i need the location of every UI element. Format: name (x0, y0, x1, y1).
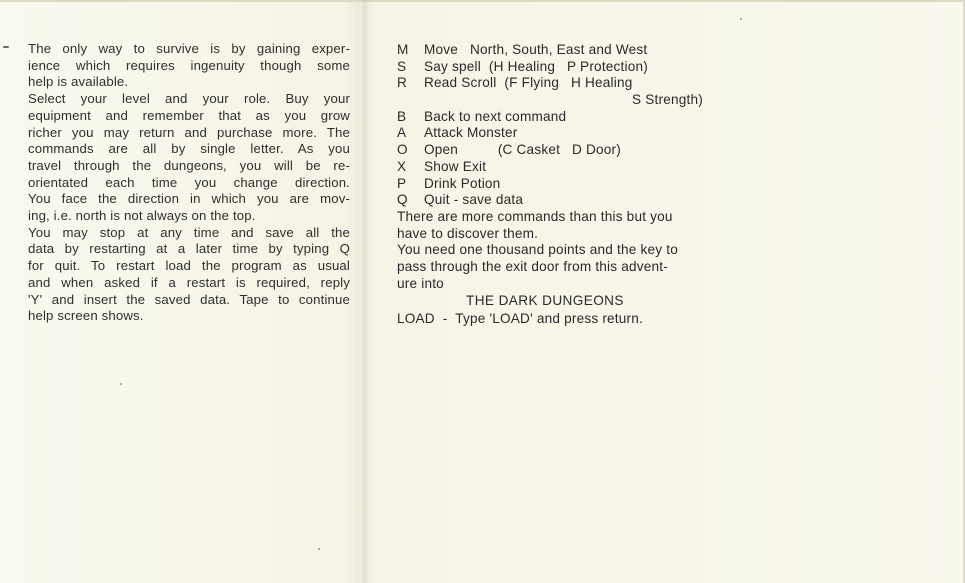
command-description: Quit - save data (424, 192, 524, 208)
command-description: Drink Potion (424, 175, 501, 191)
command-key: R (397, 75, 408, 91)
command-description: Say spell (H Healing P Protection) (424, 58, 648, 74)
notes-line: have to discover them. (397, 225, 539, 241)
command-key: B (397, 108, 407, 124)
command-key: O (397, 142, 408, 158)
notes-line: You need one thousand points and the key to (397, 242, 678, 258)
instructions-column (28, 41, 350, 325)
command-key: A (397, 125, 407, 141)
game-title: THE DARK DUNGEONS (466, 293, 624, 309)
command-key: X (397, 158, 407, 174)
notes-line: ure into (397, 275, 444, 291)
instructions-line: equipment and remember that as you grow (28, 107, 350, 123)
command-continuation: S Strength) (632, 92, 703, 108)
command-description: Show Exit (424, 158, 487, 174)
command-description: Open (C Casket D Door) (424, 142, 621, 158)
load-instruction: LOAD - Type 'LOAD' and press return. (397, 311, 644, 327)
command-row-drink-potion (397, 176, 722, 193)
command-description: Move North, South, East and West (424, 42, 648, 57)
instructions-line: commands are all by single letter. As you (28, 141, 350, 157)
paper-speck (3, 46, 9, 48)
commands-column (397, 42, 722, 328)
instructions-line: help screen shows. (28, 308, 144, 324)
command-key: Q (397, 192, 408, 208)
command-row-move (397, 42, 722, 59)
paper-speck (740, 18, 742, 20)
instructions-line: ience which requires ingenuity though some (28, 57, 350, 73)
instructions-line: 'Y' and insert the saved data. Tape to continue (28, 291, 350, 307)
instructions-line: You face the direction in which you are mov- (28, 191, 350, 207)
command-key: P (397, 175, 407, 191)
instructions-line: orientated each time you change direction. (28, 174, 350, 190)
instructions-line: help is available. (28, 74, 129, 90)
command-row-read-scroll (397, 75, 722, 92)
paper-speck (318, 548, 320, 550)
command-row-say-spell (397, 59, 722, 76)
instructions-line: for quit. To restart load the program as usual (28, 258, 350, 274)
command-row-back (397, 109, 722, 126)
notes-line: There are more commands than this but you (397, 208, 673, 224)
command-description: Read Scroll (F Flying H Healing (424, 75, 633, 91)
instructions-line: Select your level and your role. Buy your (28, 91, 350, 107)
instructions-line: data by restarting at a later time by typing Q (28, 241, 350, 257)
command-row-quit (397, 192, 722, 209)
instructions-line: richer you may return and purchase more. The (28, 124, 350, 140)
command-row-attack (397, 125, 722, 142)
instructions-line: travel through the dungeons, you will be re- (28, 157, 350, 173)
instructions-line: You may stop at any time and save all the (28, 224, 350, 240)
page-edge-top (0, 0, 965, 2)
command-description: Attack Monster (424, 125, 518, 141)
instructions-line: The only way to survive is by gaining exper- (28, 41, 350, 56)
instructions-line: and when asked if a restart is required, reply (28, 274, 350, 290)
page-fold (362, 0, 368, 583)
command-description: Back to next command (424, 108, 567, 124)
notes-line: pass through the exit door from this advent- (397, 258, 668, 274)
command-key: M (397, 42, 409, 57)
paper-speck (120, 383, 122, 385)
command-row-show-exit (397, 159, 722, 176)
instructions-line: ing, i.e. north is not always on the top. (28, 208, 256, 224)
command-row-open (397, 142, 722, 159)
command-key: S (397, 58, 407, 74)
